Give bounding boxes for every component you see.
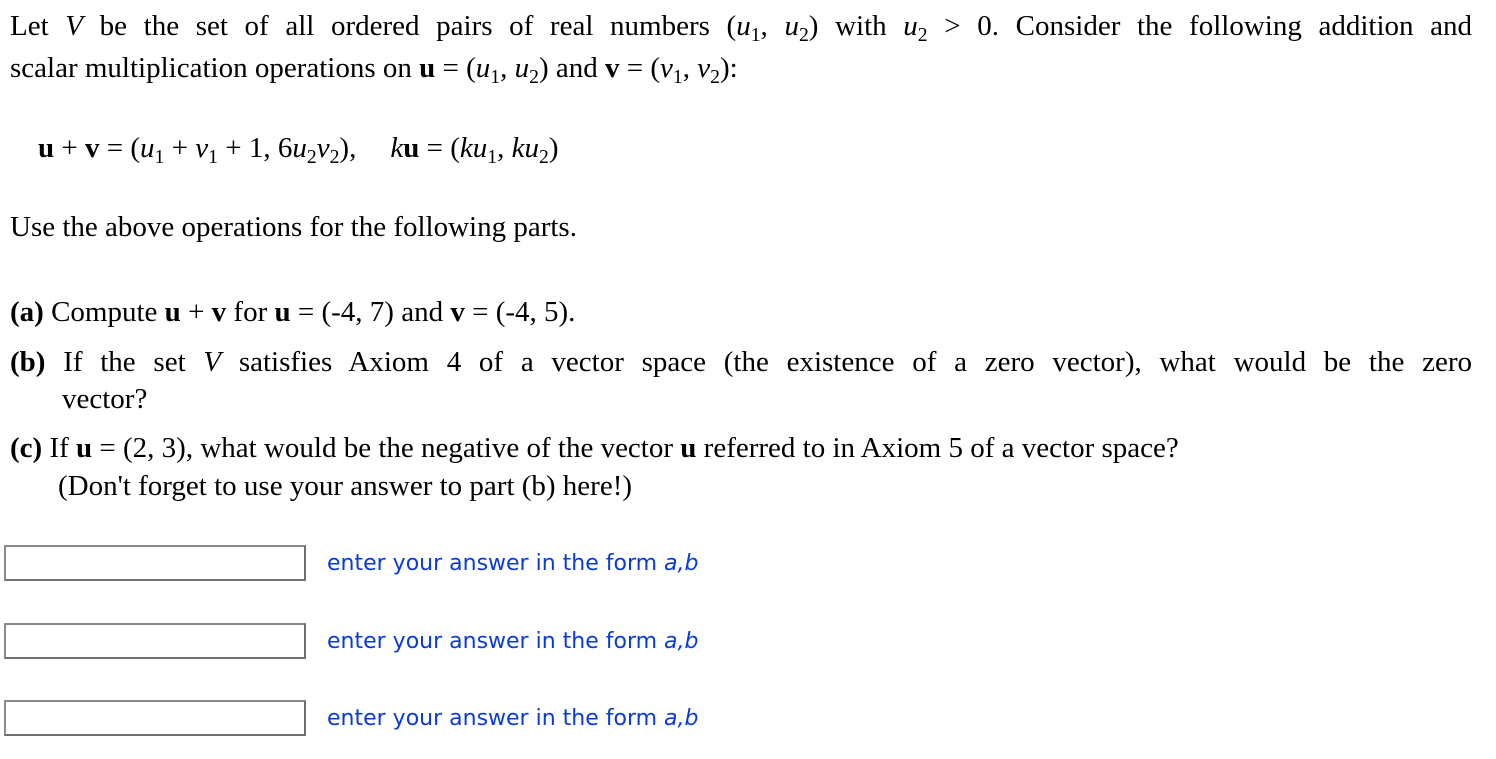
subscript: 2 — [529, 65, 539, 88]
var-v: v — [195, 132, 209, 164]
subscript: 1 — [487, 145, 498, 168]
text: satisfies Axiom 4 of a vector space (the existence of a zero vector), what would be the zero — [221, 346, 1472, 378]
answer-hint-c — [327, 706, 698, 731]
text: + — [180, 296, 212, 328]
subscript: 1 — [750, 23, 761, 46]
part-label: (c) — [10, 432, 43, 464]
answer-input-a[interactable] — [4, 545, 306, 581]
answer-row-a — [4, 545, 698, 581]
vector-u: u — [38, 132, 55, 164]
hint-format: a,b — [664, 628, 699, 654]
answer-input-c[interactable] — [4, 700, 306, 736]
vector-u: u — [403, 132, 420, 164]
var-u: u — [784, 10, 799, 42]
part-b — [10, 344, 1472, 380]
part-c-note: (Don't forget to use your answer to part (b) here!) — [58, 470, 633, 502]
text: , — [682, 52, 698, 84]
text: ): — [720, 52, 738, 84]
subscript: 2 — [917, 23, 928, 46]
subscript: 2 — [306, 145, 317, 168]
subscript: 1 — [672, 65, 683, 88]
var-u: u — [140, 132, 155, 164]
text: be the set of all ordered pairs of real numbers ( — [83, 10, 737, 42]
text: + — [54, 132, 85, 164]
text: = ( — [419, 132, 460, 164]
text: > 0. Consider the following addition and — [927, 10, 1472, 42]
text: = (-4, 7) and — [290, 296, 451, 328]
var-u: u — [475, 52, 491, 84]
vector-u: u — [76, 432, 93, 464]
text: ) and — [539, 52, 606, 84]
problem-intro-line-2 — [10, 50, 738, 86]
vector-v: v — [450, 296, 465, 328]
text: , — [497, 132, 512, 164]
text: = ( — [619, 52, 661, 84]
text: = ( — [435, 52, 476, 84]
set-symbol: V — [65, 10, 83, 42]
subscript: 2 — [710, 65, 721, 88]
text: = (2, 3), what would be the negative of the vector — [92, 432, 681, 464]
text: for — [226, 296, 275, 328]
operations-definition — [38, 130, 559, 166]
var-v: v — [697, 52, 711, 84]
text: Compute — [43, 296, 165, 328]
hint-text: enter your answer in the form — [327, 550, 665, 576]
answer-row-c — [4, 700, 698, 736]
text: = ( — [99, 132, 141, 164]
set-symbol: V — [203, 346, 222, 378]
vector-u: u — [164, 296, 181, 328]
text: = (-4, 5). — [464, 296, 576, 328]
var-u: u — [472, 132, 488, 164]
text: ) — [548, 132, 559, 164]
text: , — [760, 10, 785, 42]
vector-v: v — [605, 52, 620, 84]
hint-format: a,b — [664, 705, 699, 731]
var-u: u — [292, 132, 307, 164]
scalar-k: k — [511, 132, 525, 164]
text: , — [500, 52, 515, 84]
hint-format: a,b — [664, 550, 699, 576]
vector-u: u — [274, 296, 291, 328]
part-c — [10, 430, 1179, 466]
var-u: u — [903, 10, 918, 42]
scalar-k: k — [390, 132, 404, 164]
text: scalar multiplication operations on — [10, 52, 420, 84]
var-v: v — [316, 132, 330, 164]
vector-v: v — [211, 296, 227, 328]
var-u: u — [514, 52, 530, 84]
answer-hint-a — [327, 551, 698, 576]
part-label: (b) — [10, 346, 46, 378]
subscript: 2 — [798, 23, 809, 46]
var-u: u — [736, 10, 751, 42]
part-b-continued: vector? — [62, 383, 148, 415]
hint-text: enter your answer in the form — [327, 628, 665, 654]
problem-intro-line-1 — [10, 8, 1472, 44]
var-v: v — [660, 52, 673, 84]
text: If the set — [45, 346, 204, 378]
text: + — [164, 132, 196, 164]
hint-text: enter your answer in the form — [327, 705, 665, 731]
part-label: (a) — [10, 296, 44, 328]
vector-u: u — [419, 52, 436, 84]
answer-hint-b — [327, 629, 698, 654]
subscript: 2 — [329, 145, 340, 168]
subscript: 1 — [154, 145, 165, 168]
instructions-text: Use the above operations for the following parts. — [10, 211, 577, 243]
text: Let — [10, 10, 66, 42]
var-u: u — [524, 132, 539, 164]
vector-u: u — [680, 432, 697, 464]
subscript: 1 — [208, 145, 218, 168]
text: ) with — [808, 10, 904, 42]
text: + 1, 6 — [217, 132, 293, 164]
text: referred to in Axiom 5 of a vector space? — [696, 432, 1179, 464]
answer-row-b — [4, 623, 698, 659]
text: If — [42, 432, 77, 464]
part-a — [10, 294, 575, 330]
scalar-k: k — [459, 132, 473, 164]
text: ), — [339, 132, 357, 164]
vector-v: v — [85, 132, 100, 164]
subscript: 2 — [538, 145, 549, 168]
subscript: 1 — [490, 65, 501, 88]
answer-input-b[interactable] — [4, 623, 306, 659]
